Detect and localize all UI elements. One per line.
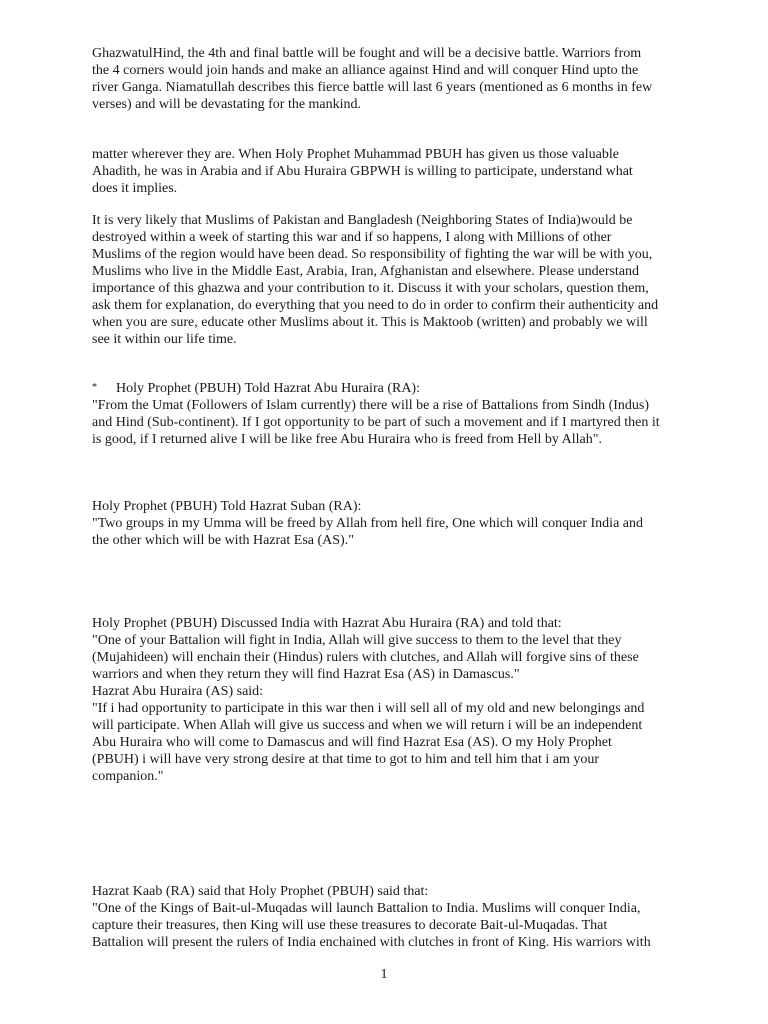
text-line: ask them for explanation, do everything that you need to do in order to confirm their authenticity and [92,298,659,313]
text-line: does it implies. [92,181,178,196]
hadith-heading: Holy Prophet (PBUH) Told Hazrat Suban (RA): [92,499,362,514]
text-line: when you are sure, educate other Muslims about it. This is Maktoob (written) and probably we will [92,315,648,330]
text-line: companion." [92,769,164,784]
paragraph-hadith-1 [92,380,732,448]
hadith-heading: Hazrat Kaab (RA) said that Holy Prophet (PBUH) said that: [92,884,429,899]
bullet-icon: * [92,382,97,393]
text-line: and Hind (Sub-continent). If I got opportunity to be part of such a movement and if I martyred then it [92,415,660,430]
text-line: Muslims of the region would have been dead. So responsibility of fighting the war will be with you, [92,247,653,262]
hadith-heading: Holy Prophet (PBUH) Discussed India with Hazrat Abu Huraira (RA) and told that: [92,616,562,631]
text-line: "One of the Kings of Bait-ul-Muqadas will launch Battalion to India. Muslims will conquer India, [92,901,641,916]
page-number: 1 [380,967,388,982]
text-line: GhazwatulHind, the 4th and final battle will be fought and will be a decisive battle. Warriors from [92,46,642,61]
paragraph-hadith-2 [92,498,732,549]
text-line: destroyed within a week of starting this war and if so happens, I along with Millions of other [92,230,612,245]
paragraph-likely [92,212,732,348]
text-line: matter wherever they are. When Holy Prophet Muhammad PBUH has given us those valuable [92,147,619,162]
text-line: "If i had opportunity to participate in this war then i will sell all of my old and new belongings and [92,701,645,716]
text-line: "From the Umat (Followers of Islam currently) there will be a rise of Battalions from Sindh (Indus) [92,398,650,413]
text-line: Muslims who live in the Middle East, Arabia, Iran, Afghanistan and elsewhere. Please understand [92,264,640,279]
text-line: see it within our life time. [92,332,237,347]
text-line: is good, if I returned alive I will be like free Abu Huraira who is freed from Hell by Allah". [92,432,602,447]
text-line: verses) and will be devastating for the mankind. [92,97,362,112]
text-line: Abu Huraira who will come to Damascus and will find Hazrat Esa (AS). O my Holy Prophet [92,735,612,750]
text-line: "Two groups in my Umma will be freed by Allah from hell fire, One which will conquer India and [92,516,643,531]
text-line: (Mujahideen) will enchain their (Hindus) rulers with clutches, and Allah will forgive sins of these [92,650,639,665]
hadith-heading: Holy Prophet (PBUH) Told Hazrat Abu Huraira (RA): [116,381,420,396]
paragraph-intro [92,45,732,113]
paragraph-hadith-3 [92,615,732,785]
text-line: Ahadith, he was in Arabia and if Abu Huraira GBPWH is willing to participate, understand what [92,164,633,179]
paragraph-matter [92,146,732,197]
bulleted-heading [92,380,732,397]
text-line: capture their treasures, then King will use these treasures to decorate Bait-ul-Muqadas. That [92,918,608,933]
text-line: (PBUH) i will have very strong desire at that time to got to him and tell him that i am your [92,752,600,767]
text-line: river Ganga. Niamatullah describes this fierce battle will last 6 years (mentioned as 6 months in few [92,80,653,95]
text-line: warriors and when they return they will find Hazrat Esa (AS) in Damascus." [92,667,520,682]
text-line: the 4 corners would join hands and make an alliance against Hind and will conquer Hind upto the [92,63,639,78]
text-line: Battalion will present the rulers of India enchained with clutches in front of King. His warriors with [92,935,651,950]
text-line: the other which will be with Hazrat Esa (AS)." [92,533,354,548]
text-line: "One of your Battalion will fight in India, Allah will give success to them to the level that they [92,633,622,648]
text-line: It is very likely that Muslims of Pakistan and Bangladesh (Neighboring States of India)would be [92,213,633,228]
paragraph-hadith-4 [92,883,732,951]
text-line: importance of this ghazwa and your contribution to it. Discuss it with your scholars, question them, [92,281,649,296]
hadith-heading: Hazrat Abu Huraira (AS) said: [92,684,264,699]
text-line: will participate. When Allah will give us success and when we will return i will be an independent [92,718,643,733]
